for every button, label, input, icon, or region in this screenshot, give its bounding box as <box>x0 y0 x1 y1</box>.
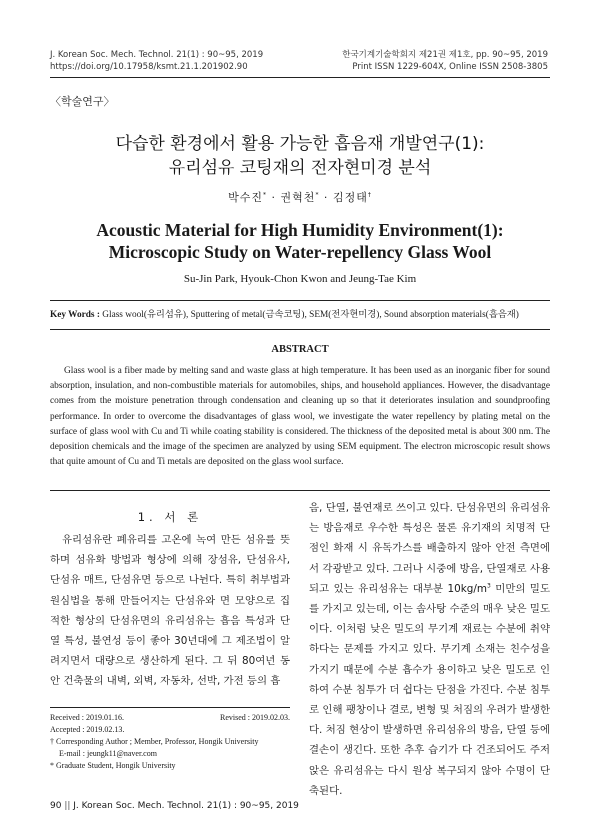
keywords-text: Glass wool(유리섬유), Sputtering of metal(금속코팅), SEM(전자현미경), Sound absorption materials(흡음재) <box>102 310 519 320</box>
keywords <box>50 309 550 322</box>
author-ko-1-mark: * <box>263 191 268 199</box>
author-ko-2: 권혁천 <box>280 191 316 204</box>
section-heading: 1. 서 론 <box>137 510 203 524</box>
author-ko-3: 김정태 <box>332 191 368 204</box>
issn-info: Print ISSN 1229-604X, Online ISSN 2508-3805 <box>352 62 548 72</box>
footnote-rule <box>50 707 290 708</box>
revised-date: Revised : 2019.02.03. <box>220 713 290 722</box>
abstract-rule <box>50 490 550 491</box>
author-separator: · <box>319 191 333 204</box>
page-footer <box>50 801 299 811</box>
intro-left-paragraph: 유리섬유란 폐유리를 고온에 녹여 만든 섬유를 뜻하며 섬유화 방법과 형상에 의해 장섬유, 단섬유사, 단섬유 매트, 단섬유면 등으로 나뉜다. 특히 취부법과 원심법을 통해 만들어지는 단섬유와 면 모양으로 집적한 형상의 단섬유면의 유리섬유는 흡음 특성과 단열 특성, 불연성 등이 좋아 30년대에 그 제조법이 알려지면서 대량으로 생산하게 된다. 그 뒤 80여년 동안 건축물의 내벽, 외벽, 자동차, 선박, 가전 등의 흡 <box>50 534 290 688</box>
corresponding-author: † Corresponding Author ; Member, Professor, Hongik University <box>50 737 259 746</box>
journal-citation-ko: 한국기계기술학회지 제21권 제1호, pp. 90~95, 2019 <box>342 50 548 60</box>
header-rule <box>50 77 550 78</box>
page-number: 90 <box>50 801 62 811</box>
journal-citation: J. Korean Soc. Mech. Technol. 21(1) : 90~95, 2019 <box>50 50 264 60</box>
intro-right-text-1: 음, 단열, 불연재로 쓰이고 있다. 단섬유면의 유리섬유는 방음재로 우수한 특성은 물론 유기재의 치명적 단점인 화재 시 유독가스를 배출하지 않아 안전 측면에서 각광받고 있다. 그러나 시중에 방음, 단열재로 사용되고 있는 유리섬유는 대부분 10kg/m <box>309 502 550 595</box>
accepted-date: Accepted : 2019.02.13. <box>50 725 125 734</box>
authors-en: Su-Jin Park, Hyouk-Chon Kwon and Jeung-Tae Kim <box>183 273 417 285</box>
title-ko-line2: 유리섬유 코팅재의 전자현미경 분석 <box>168 158 432 178</box>
intro-right-text-2: 미만의 밀도를 가지고 있는데, 이는 솜사탕 수준의 매우 낮은 밀도이다. 이처럼 낮은 밀도의 무기계 재료는 수분에 취약하다는 문제를 가지고 있다. 무기계 소재는 친수성을 가지기 때문에 수분 흡수가 용이하고 낮은 밀도로 인하여 수분 침투가 더 쉽다는 단점을 가진다. 수분 침투로 인해 팽창이나 결로, 변형 및 처짐의 우려가 발생한다. 처짐 현상이 발생하면 유리섬유의 방음, 단열 등에 결손이 생긴다. 또한 추후 습기가 다 건조되어도 주저앉은 유리섬유는 다시 원상 복구되지 않아 수명이 단축된다. <box>309 582 550 797</box>
author-ko-2-mark: * <box>315 191 320 199</box>
received-date: Received : 2019.01.16. <box>50 713 124 722</box>
unit-superscript: 3 <box>486 582 491 590</box>
keywords-top-rule <box>50 300 550 301</box>
author-separator: · <box>267 191 281 204</box>
student-note: * Graduate Student, Hongik University <box>50 761 176 770</box>
keywords-bottom-rule <box>50 329 550 330</box>
footer-separator: || <box>64 801 74 811</box>
abstract-text: Glass wool is a fiber made by melting sand and waste glass at high temperature. It has been used as an inorganic fiber for sound absorption, insulation, and non-combustible materials for automobiles, ships, and household appliances. However, the disadvantage comes from the moisture penetration through condensation and cleaning up so that it deteriorates insulation and soundproofing performance. In order to overcome the disadvantages of glass wool, we investigate the water repellency by plating metal on the surface of glass wool with Cu and Ti while coating stability is considered. The thickness of the deposited metal is about 300 nm. The deposition chemicals and the image of the specimen are analyzed by using SEM equipment. The electron microscopic result shows that quite amount of Cu and Ti metals are deposited on the glass wool surface. <box>50 366 550 468</box>
author-ko-1: 박수진 <box>228 191 264 204</box>
authors-ko <box>0 189 600 205</box>
footer-citation: J. Korean Soc. Mech. Technol. 21(1) : 90~95, 2019 <box>73 801 299 811</box>
abstract-heading: ABSTRACT <box>271 344 329 355</box>
author-email[interactable]: E-mail : jeungk11@naver.com <box>59 749 157 758</box>
author-ko-3-mark: † <box>367 191 372 199</box>
title-en-line2: Microscopic Study on Water-repellency Glass Wool <box>108 242 492 262</box>
article-type: 〈학술연구〉 <box>50 95 115 108</box>
doi-link[interactable]: https://doi.org/10.17958/ksmt.21.1.201902.90 <box>50 62 248 72</box>
title-en-line1: Acoustic Material for High Humidity Environment(1): <box>96 220 504 240</box>
intro-right-paragraph <box>309 498 550 801</box>
keywords-label: Key Words : <box>50 310 100 320</box>
title-ko-line1: 다습한 환경에서 활용 가능한 흡음재 개발연구(1): <box>115 134 485 154</box>
